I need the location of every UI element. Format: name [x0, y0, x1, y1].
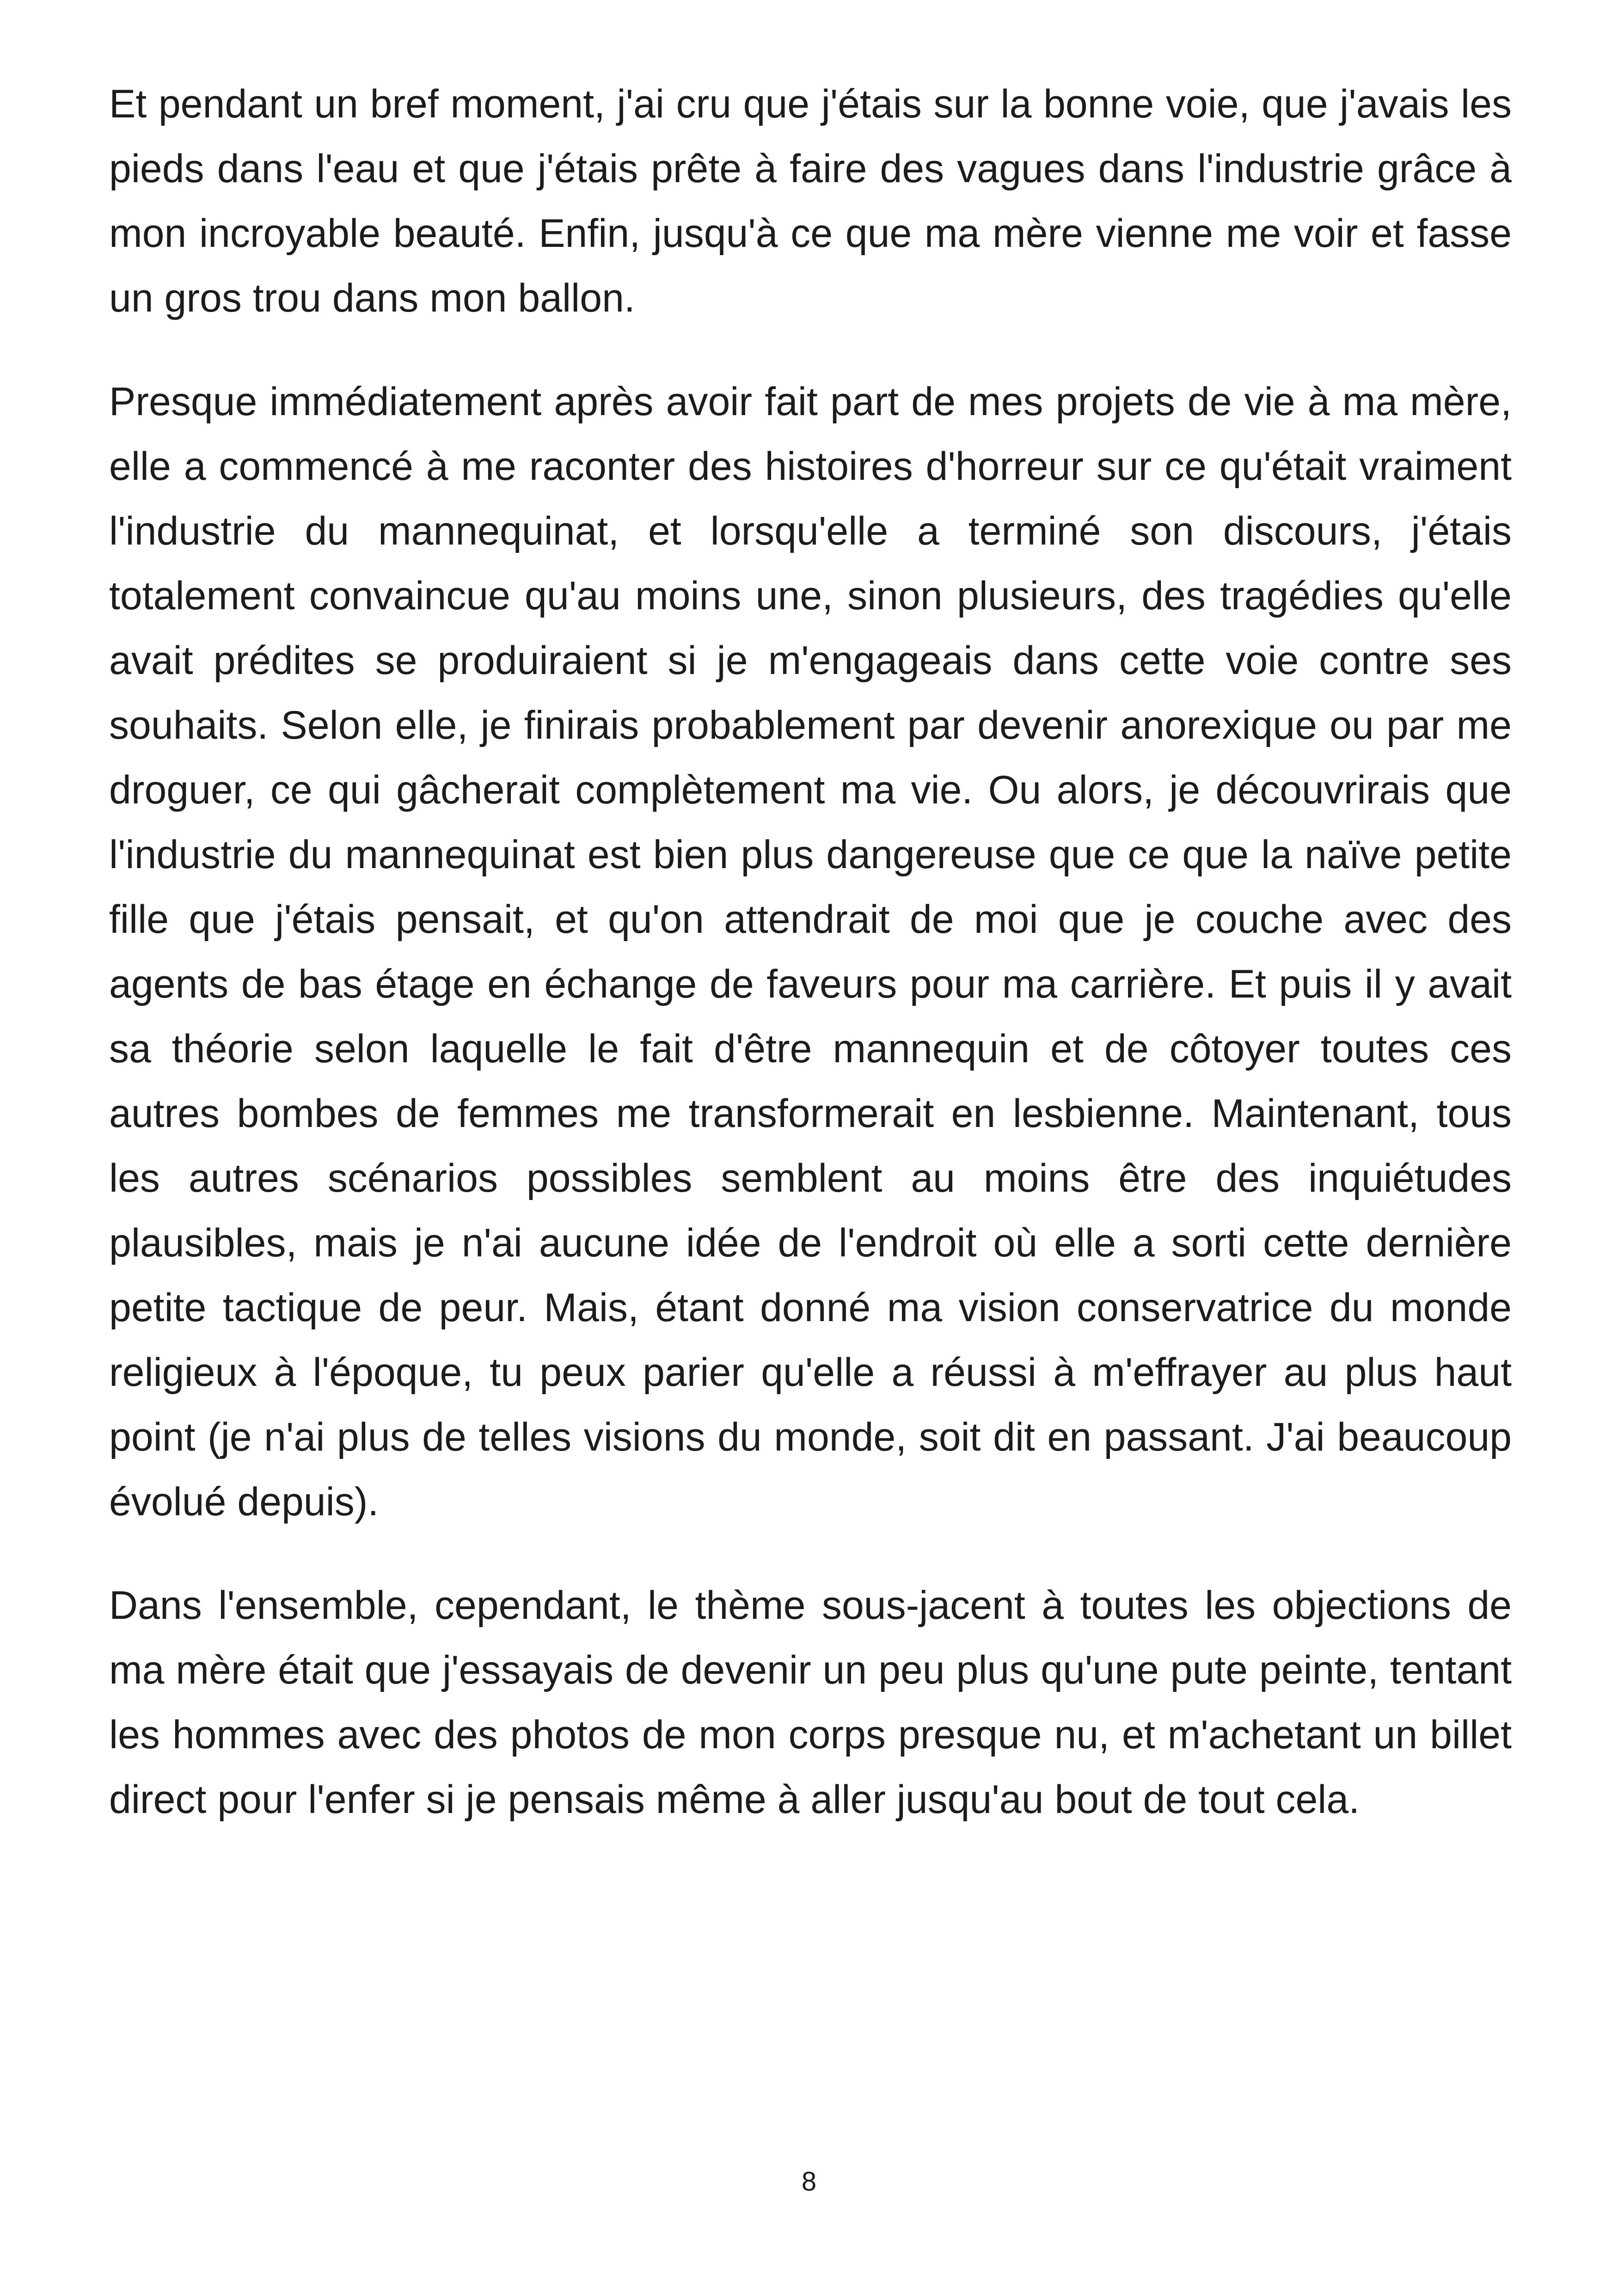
page-number: 8 [801, 2167, 817, 2197]
body-text [109, 72, 1512, 1871]
paragraph-2: Presque immédiatement après avoir fait part de mes projets de vie à ma mère, elle a commencé à me raconter des histoires d'horreur sur ce qu'était vraiment l'industrie du mannequinat, et lorsqu'elle a terminé son discours, j'étais totalement convaincue qu'au moins une, sinon plusieurs, des tragédies qu'elle avait prédites se produiraient si je m'engageais dans cette voie contre ses souhaits. Selon elle, je finirais probablement par devenir anorexique ou par me droguer, ce qui gâcherait complètement ma vie. Ou alors, je découvrirais que l'industrie du mannequinat est bien plus dangereuse que ce que la naïve petite fille que j'étais pensait, et qu'on attendrait de moi que je couche avec des agents de bas étage en échange de faveurs pour ma carrière. Et puis il y avait sa théorie selon laquelle le fait d'être mannequin et de côtoyer toutes ces autres bombes de femmes me transformerait en lesbienne. Maintenant, tous les autres scénarios possibles semblent au moins être des inquiétudes plausibles, mais je n'ai aucune idée de l'endroit où elle a sorti cette dernière petite tactique de peur. Mais, étant donné ma vision conservatrice du monde religieux à l'époque, tu peux parier qu'elle a réussi à m'effrayer au plus haut point (je n'ai plus de telles visions du monde, soit dit en passant. J'ai beaucoup évolué depuis). [109, 380, 1512, 1524]
paragraph-3: Dans l'ensemble, cependant, le thème sous-jacent à toutes les objections de ma mère était que j'essayais de devenir un peu plus qu'une pute peinte, tentant les hommes avec des photos de mon corps presque nu, et m'achetant un billet direct pour l'enfer si je pensais même à aller jusqu'au bout de tout cela. [109, 1583, 1512, 1822]
paragraph-1: Et pendant un bref moment, j'ai cru que j'étais sur la bonne voie, que j'avais les pieds dans l'eau et que j'étais prête à faire des vagues dans l'industrie grâce à mon incroyable beauté. Enfin, jusqu'à ce que ma mère vienne me voir et fasse un gros trou dans mon ballon. [109, 82, 1512, 320]
